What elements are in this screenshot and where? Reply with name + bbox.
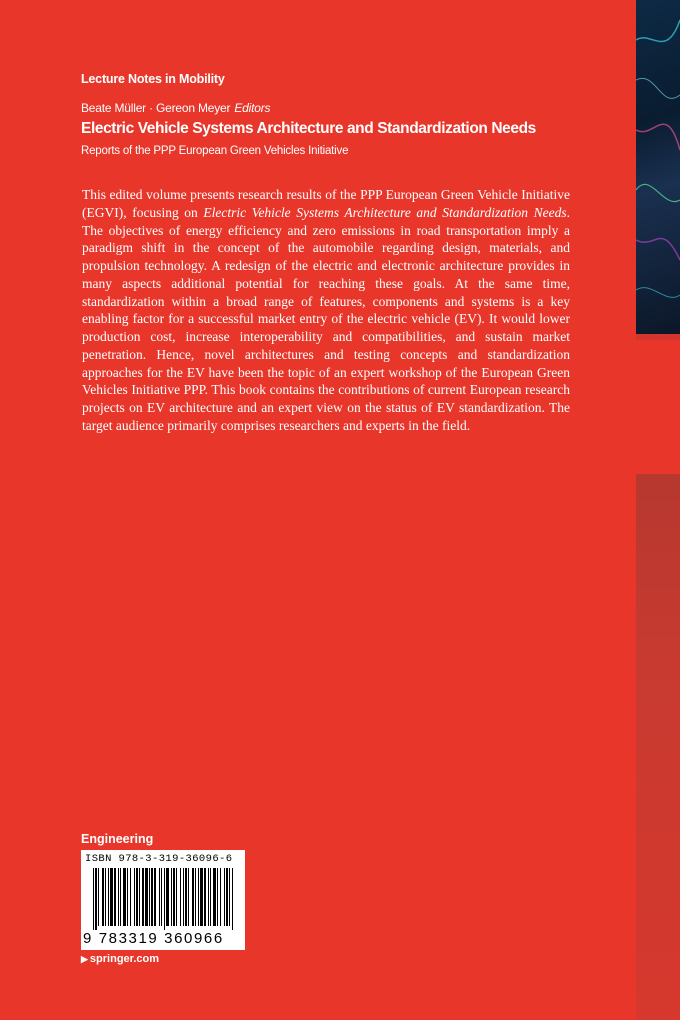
barcode-bar [195,868,196,926]
barcode-bar [171,868,172,926]
barcode-bar [229,868,230,926]
right-triangle-icon: ▶ [81,954,88,964]
barcode-bar [127,868,128,926]
barcode-bar [108,868,109,926]
subject-category: Engineering [81,832,154,846]
barcode-bar [180,868,181,926]
publisher-url: springer.com [89,953,159,965]
barcode-bar [232,868,233,930]
barcode-bar [188,868,189,926]
barcode-bar [154,868,156,926]
blurb-emphasis: Electric Vehicle Systems Architecture and Standardization Needs [203,204,567,220]
barcode-bar [217,868,218,926]
barcode-bar [226,868,228,926]
barcode-bar [210,868,211,926]
barcode-bar [136,868,138,926]
barcode-bar [192,868,194,926]
barcode-bar [98,868,99,926]
ean-digits: 9 783319 360966 [83,930,224,947]
blurb-text-rest: . The objectives of energy efficiency and zero emissions in road transportation imply a paradigm shift in the concept of the automobile regarding design, materials, and propulsion technology. A redesign of the electric and electronic architecture provides in many aspects additional potential for reaching these goals. At the same time, standardization within a broad range of features, components and systems is a key enabling factor for a successful market entry of the electric vehicle (EV). It would lower production cost, increase interoperability and compatibilities, and sustain market penetration. Hence, novel architectures and testing concepts and standardization approaches for the EV have been the topic of an expert workshop of the European Green Vehicles Initiative PPP. This book contains the contributions of current European research projects on EV architecture and an expert view on the status of EV standardization. The target audience primarily comprises researchers and experts in the field. [82,204,570,433]
barcode-bar [224,868,225,926]
blurb-text-start: This edited volume presents research results of the PPP European Green Vehicle Initiative (EGVI), focusing on [82,187,570,220]
barcode-bar [95,868,97,930]
barcode-bar [139,868,140,926]
barcode-bar [93,868,94,930]
barcode-bar [151,868,153,926]
barcode-bar [120,868,121,926]
barcode-bar [183,868,184,926]
barcode-bar [130,868,131,926]
barcode-bar [204,868,206,926]
barcode-bar [164,868,165,930]
barcode-bar [134,868,135,926]
barcode-bar [220,868,221,926]
isbn-barcode [81,850,245,950]
editors-role: Editors [234,101,271,115]
barcode-bar [145,868,148,926]
barcode-bar [166,868,169,926]
barcode-bar [208,868,209,926]
barcode-bar [173,868,175,926]
barcode-bars [93,868,233,930]
barcode-bar [159,868,160,926]
cover-art-strip [636,0,680,340]
barcode-bar [149,868,150,926]
barcode-bar [118,868,119,926]
barcode-bar [123,868,126,926]
back-cover-blurb [82,186,570,435]
barcode-bar [110,868,113,926]
book-title: Electric Vehicle Systems Architecture and Standardization Needs [81,120,536,137]
book-subtitle: Reports of the PPP European Green Vehicles Initiative [81,145,349,157]
barcode-bar [114,868,116,926]
editor-names: Beate Müller · Gereon Meyer [81,101,231,115]
barcode-bar [176,868,177,926]
series-name: Lecture Notes in Mobility [81,72,225,86]
barcode-bar [185,868,187,926]
barcode-bar [213,868,216,926]
editors-line [81,101,270,115]
isbn-label: ISBN 978-3-319-36096-6 [85,853,233,865]
barcode-bar [200,868,203,926]
barcode-bar [102,868,104,926]
light-streaks-art [636,0,680,340]
publisher-link[interactable] [81,953,159,965]
barcode-bar [198,868,199,926]
barcode-bar [105,868,106,926]
barcode-bar [142,868,144,926]
spine-shadow-stripe [636,474,680,1020]
barcode-bar [161,868,162,926]
